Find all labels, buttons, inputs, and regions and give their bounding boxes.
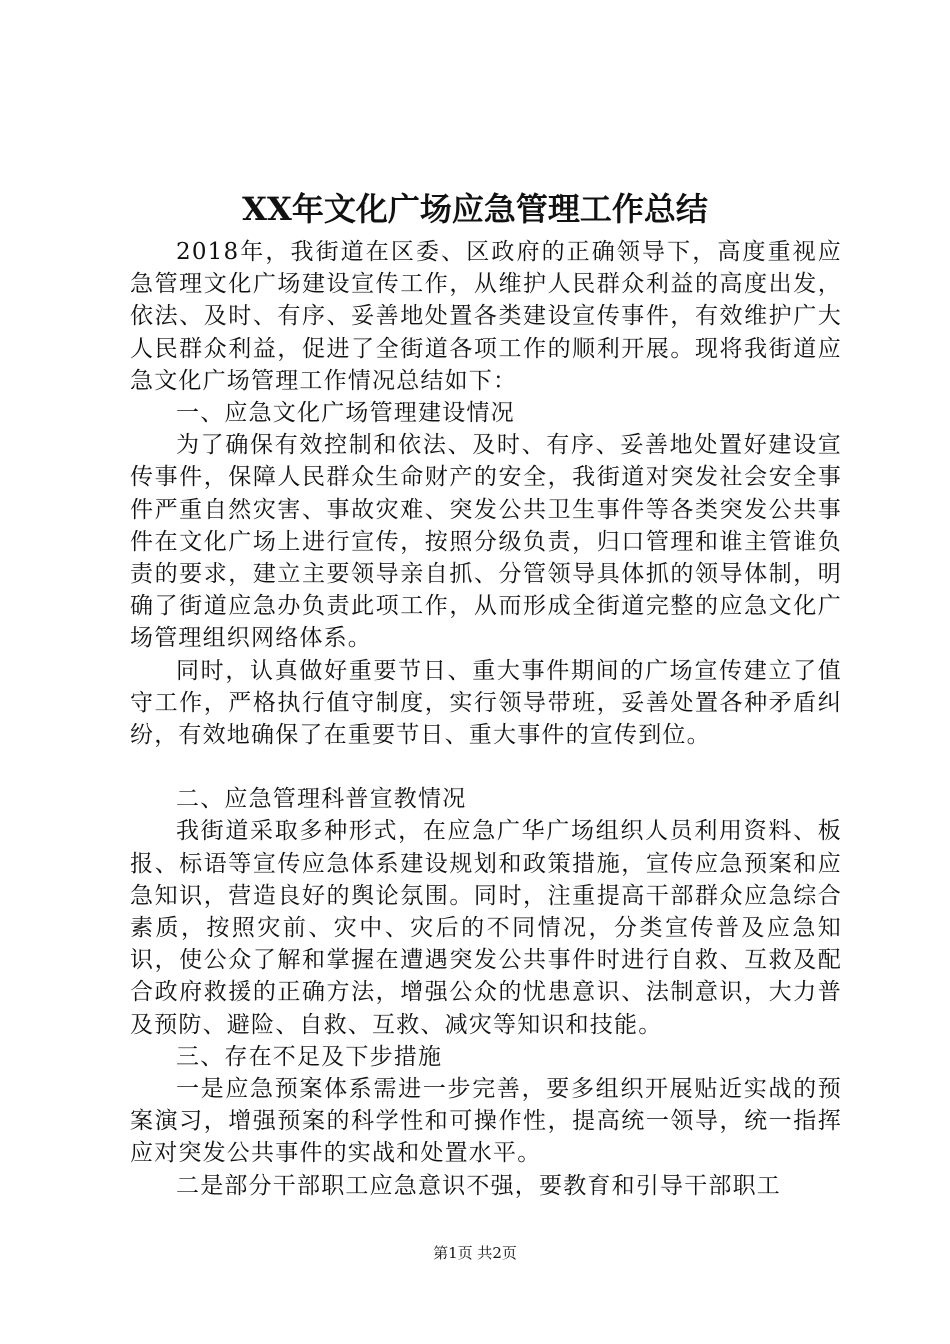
paragraph-measure-2: 二是部分干部职工应急意识不强，要教育和引导干部职工 [176, 1172, 781, 1199]
document-title: XX年文化广场应急管理工作总结 [242, 190, 708, 228]
paragraph-section-1-continued: 同时，认真做好重要节日、重大事件期间的广场宣传建立了值守工作，严格执行值守制度，实行领导带班，妥善处置各种矛盾纠纷，有效地确保了在重要节日、重大事件的宣传到位。 [130, 657, 842, 749]
paragraph-section-2: 我街道采取多种形式，在应急广华广场组织人员利用资料、板报、标语等宣传应急体系建设规划和政策措施，宣传应急预案和应急知识，营造良好的舆论氛围。同时，注重提高干部群众应急综合素质，按照灾前、灾中、灾后的不同情况，分类宣传普及应急知识，使公众了解和掌握在遭遇突发公共事件时进行自救、互救及配合政府救援的正确方法，增强公众的忧患意识、法制意识，大力普及预防、避险、自救、互救、减灾等知识和技能。 [130, 818, 842, 1038]
section-heading-3: 三、存在不足及下步措施 [176, 1043, 443, 1070]
paragraph-measure-1: 一是应急预案体系需进一步完善，要多组织开展贴近实战的预案演习，增强预案的科学性和可操作性，提高统一领导，统一指挥应对突发公共事件的实战和处置水平。 [130, 1076, 842, 1167]
paragraph-spacer [130, 751, 842, 783]
section-heading-2: 二、应急管理科普宣教情况 [176, 786, 467, 813]
paragraph-section-1: 为了确保有效控制和依法、及时、有序、妥善地处置好建设宣传事件，保障人民群众生命财产的安全，我街道对突发社会安全事件严重自然灾害、事故灾难、突发公共卫生事件等各类突发公共事件在文化广场上进行宣传，按照分级负责，归口管理和谁主管谁负责的要求，建立主要领导亲自抓、分管领导具体抓的领导体制，明确了街道应急办负责此项工作，从而形成全街道完整的应急文化广场管理组织网络体系。 [130, 432, 842, 652]
document-body [130, 236, 842, 1202]
paragraph-intro: 2018年，我街道在区委、区政府的正确领导下，高度重视应急管理文化广场建设宣传工作，从维护人民群众利益的高度出发，依法、及时、有序、妥善地处置各类建设宣传事件，有效维护广大人民群众利益，促进了全街道各项工作的顺利开展。现将我街道应急文化广场管理工作情况总结如下： [130, 239, 842, 394]
page-footer: 第1页 共2页 [433, 1244, 517, 1262]
section-heading-1: 一、应急文化广场管理建设情况 [176, 400, 515, 427]
